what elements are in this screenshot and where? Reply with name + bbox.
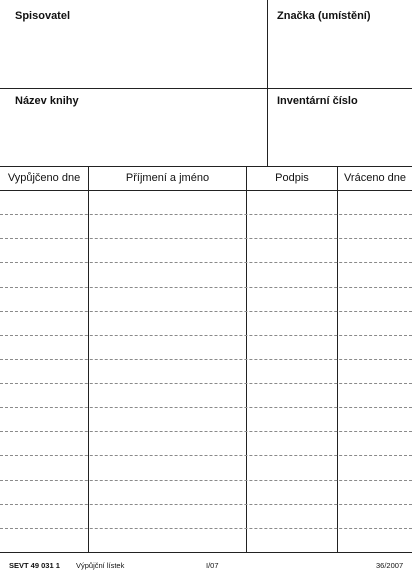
column-header-borrowed-date: Vypůjčeno dne [7, 172, 81, 184]
table-row-separator [0, 335, 412, 336]
table-row-separator [0, 238, 412, 239]
table-top-border [0, 166, 412, 167]
form-revision: I/07 [206, 561, 219, 570]
table-row-separator [0, 528, 412, 529]
form-code: SEVT 49 031 1 [9, 561, 60, 570]
inventory-number-label: Inventární číslo [277, 95, 358, 107]
callnumber-label: Značka (umístění) [277, 10, 371, 22]
form-name: Výpůjční lístek [76, 561, 125, 570]
table-row-separator [0, 311, 412, 312]
column-header-returned-date: Vráceno dne [344, 172, 406, 184]
table-row-separator [0, 431, 412, 432]
table-row-separator [0, 214, 412, 215]
table-row-separator [0, 287, 412, 288]
table-row-separator [0, 262, 412, 263]
table-row-separator [0, 455, 412, 456]
column-header-signature: Podpis [275, 172, 309, 184]
table-row-separator [0, 504, 412, 505]
author-label: Spisovatel [15, 10, 71, 22]
table-row-separator [0, 407, 412, 408]
table-row-separator [0, 480, 412, 481]
table-header-bottom-border [0, 190, 412, 191]
form-date: 36/2007 [376, 561, 404, 570]
column-header-name: Příjmení a jméno [125, 172, 210, 184]
header-divider-horizontal [0, 88, 412, 89]
table-bottom-border [0, 552, 412, 553]
header-divider-vertical [267, 0, 268, 166]
book-title-label: Název knihy [15, 95, 79, 107]
table-row-separator [0, 359, 412, 360]
table-row-separator [0, 383, 412, 384]
